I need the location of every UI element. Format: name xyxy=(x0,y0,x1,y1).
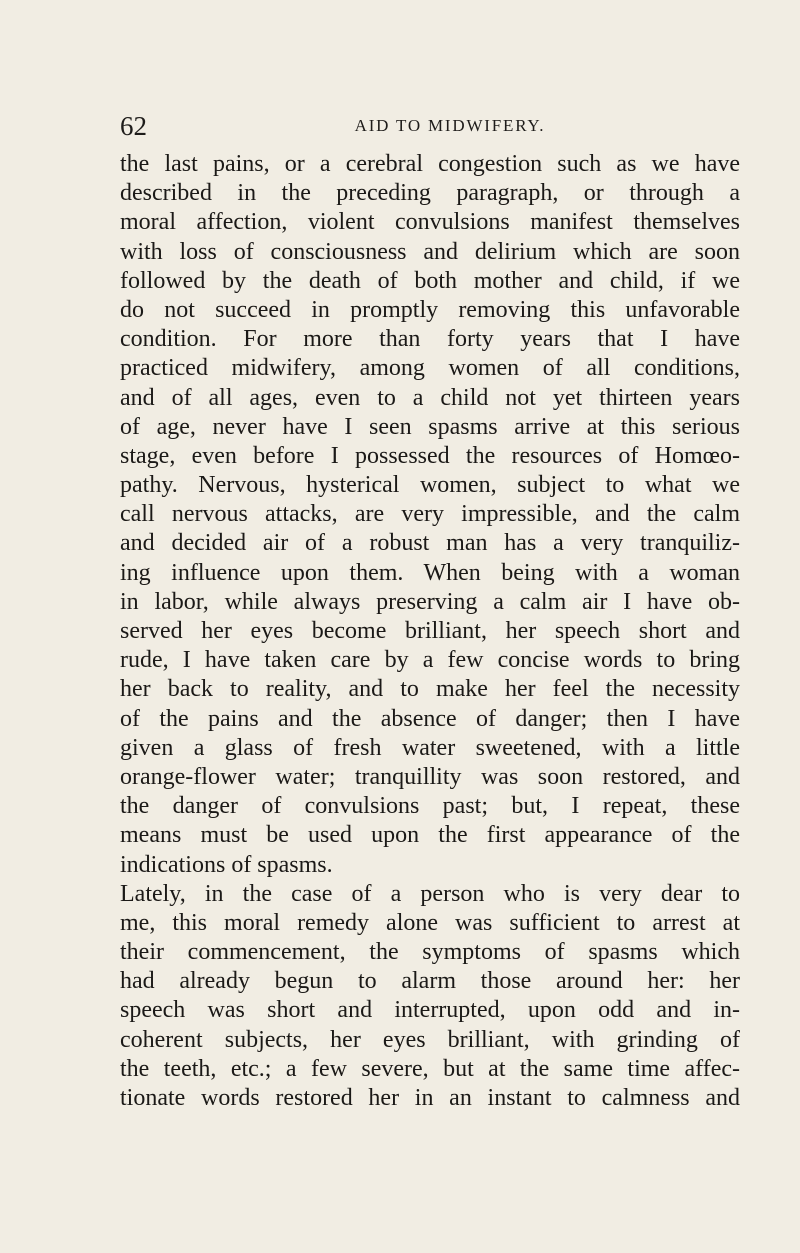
text-line: me, this moral remedy alone was sufficient to arrest at xyxy=(120,909,740,936)
text-line: the last pains, or a cerebral congestion such as we have xyxy=(120,151,740,177)
text-line: the teeth, etc.; a few severe, but at the same time affec- xyxy=(120,1055,740,1082)
text-line: call nervous attacks, are very impressible, and the calm xyxy=(120,501,740,528)
text-line: stage, even before I possessed the resources of Homœo- xyxy=(120,442,740,469)
text-line: in labor, while always preserving a calm air I have ob- xyxy=(120,588,740,615)
page-number: 62 xyxy=(120,111,147,141)
text-line: followed by the death of both mother and child, if we xyxy=(120,267,740,294)
text-line: condition. For more than forty years that I have xyxy=(120,326,740,353)
text-line: do not succeed in promptly removing this unfavorable xyxy=(120,296,740,323)
text-line: moral affection, violent convulsions manifest themselves xyxy=(120,209,740,236)
text-line: and decided air of a robust man has a very tranquiliz- xyxy=(120,530,740,557)
body-text xyxy=(120,150,740,1113)
text-line: practiced midwifery, among women of all conditions, xyxy=(120,355,740,382)
running-head: AID TO MIDWIFERY. xyxy=(354,116,546,135)
text-line: of age, never have I seen spasms arrive at this serious xyxy=(120,413,740,440)
text-line: given a glass of fresh water sweetened, with a little xyxy=(120,734,740,761)
text-line: the danger of convulsions past; but, I repeat, these xyxy=(120,793,740,820)
text-line: rude, I have taken care by a few concise words to bring xyxy=(120,647,740,674)
text-line: speech was short and interrupted, upon odd and in- xyxy=(120,997,740,1024)
text-line: ing influence upon them. When being with a woman xyxy=(120,559,740,586)
paragraph-end-line: indications of spasms. xyxy=(120,851,333,878)
text-line: of the pains and the absence of danger; then I have xyxy=(120,705,740,732)
text-line: served her eyes become brilliant, her speech short and xyxy=(120,618,740,644)
text-line: coherent subjects, her eyes brilliant, with grinding of xyxy=(120,1026,740,1053)
text-line: tionate words restored her in an instant to calmness and xyxy=(120,1085,740,1111)
text-line: means must be used upon the first appearance of the xyxy=(120,822,740,849)
text-line: their commencement, the symptoms of spasms which xyxy=(120,939,740,966)
page-header xyxy=(120,111,740,141)
text-line: described in the preceding paragraph, or through a xyxy=(120,180,740,207)
text-line: with loss of consciousness and delirium which are soon xyxy=(120,238,740,265)
text-line: and of all ages, even to a child not yet thirteen years xyxy=(120,384,740,411)
text-line: pathy. Nervous, hysterical women, subject to what we xyxy=(120,472,740,499)
text-line: her back to reality, and to make her feel the necessity xyxy=(120,676,740,703)
text-line: orange-flower water; tranquillity was soon restored, and xyxy=(120,763,740,790)
paragraph-start-line: Lately, in the case of a person who is very dear to xyxy=(120,880,740,907)
text-line: had already begun to alarm those around her: her xyxy=(120,968,740,995)
